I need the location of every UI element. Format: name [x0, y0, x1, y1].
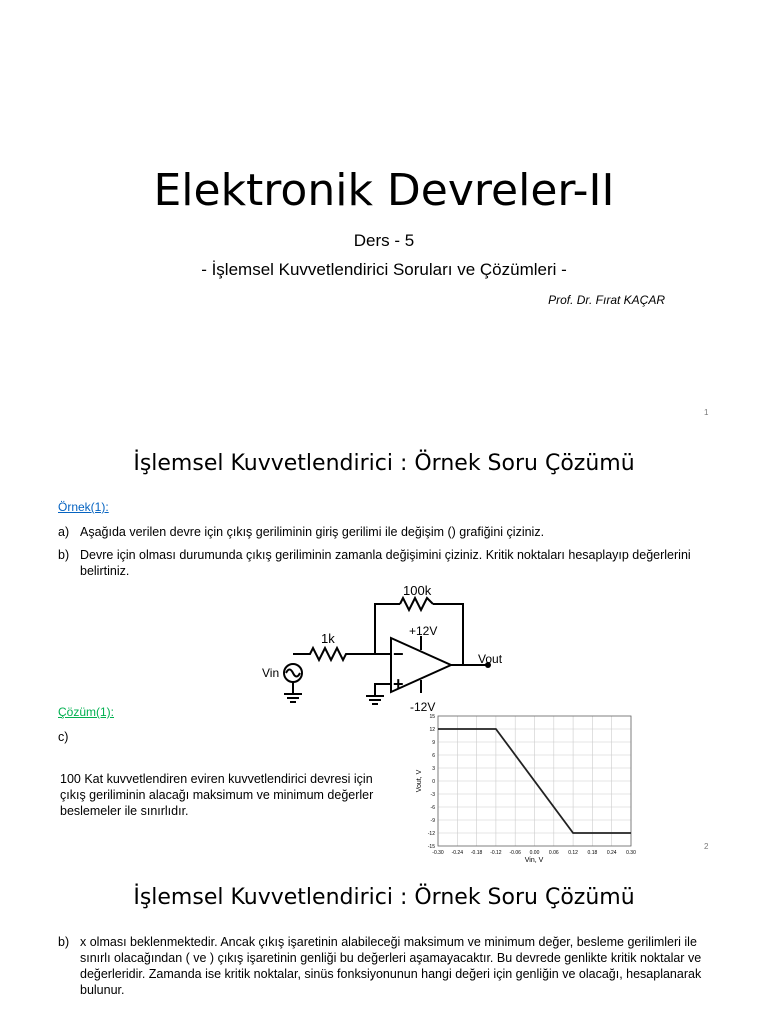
chart-y-tick-label: -12: [427, 831, 435, 837]
chart-x-tick-label: 0.24: [606, 850, 617, 856]
inverting-input-sign: −: [393, 644, 404, 664]
page-number-1: 1: [704, 408, 709, 417]
chart-x-tick-label: -0.06: [509, 850, 521, 856]
slide1-title: Elektronik Devreler-II: [153, 165, 615, 216]
item-label: b): [58, 935, 70, 949]
vin-label: Vin: [262, 666, 280, 680]
item-label: a): [58, 525, 70, 539]
opamp-circuit-diagram: [255, 580, 515, 712]
chart-y-tick-label: 9: [432, 740, 435, 746]
slide3-title: İşlemsel Kuvvetlendirici : Örnek Soru Çözümü: [133, 885, 635, 910]
chart-x-tick-label: 0.12: [568, 850, 578, 856]
chart-y-tick-label: -15: [427, 844, 435, 850]
feedback-resistor-label: 100k: [403, 583, 432, 598]
chart-y-axis-label: Vout, V: [416, 769, 423, 793]
chart-x-tick-label: -0.30: [432, 850, 444, 856]
part-c-label: c): [58, 730, 69, 744]
solution-item-b: [58, 934, 718, 998]
question-item-a: [58, 524, 718, 540]
chart-x-tick-label: 0.06: [548, 850, 559, 856]
chart-x-tick-label: 0.18: [587, 850, 598, 856]
chart-y-tick-label: -6: [430, 805, 435, 811]
positive-supply-label: +12V: [409, 624, 438, 638]
lesson-number: Ders - 5: [353, 231, 415, 250]
question-item-b: [58, 547, 718, 579]
chart-y-tick-label: -3: [430, 792, 435, 798]
solution-link[interactable]: Çözüm(1):: [58, 705, 115, 719]
chart-y-tick-label: 15: [429, 714, 435, 720]
chart-x-tick-label: 0.00: [529, 850, 540, 856]
chart-x-tick-label: 0.30: [626, 850, 636, 856]
transfer-characteristic-chart: [413, 710, 638, 866]
slide2-title: İşlemsel Kuvvetlendirici : Örnek Soru Çözümü: [133, 451, 635, 476]
chart-x-tick-label: -0.18: [470, 850, 483, 856]
item-text: Devre için olması durumunda çıkış geriliminin zamanla değişimini çiziniz. Kritik noktaları hesaplayıp değerlerini belirtiniz.: [80, 548, 691, 578]
chart-y-tick-label: 0: [432, 779, 435, 785]
chart-y-tick-label: 6: [432, 753, 435, 759]
example-link[interactable]: Örnek(1):: [58, 500, 109, 514]
solution-explanation: 100 Kat kuvvetlendiren eviren kuvvetlendirici devresi için çıkış geriliminin alacağı maksimum ve minimum değerler beslemeler ile sınırlıdır.: [60, 772, 374, 818]
item-text: x olması beklenmektedir. Ancak çıkış işaretinin alabileceği maksimum ve minimum değer, besleme gerilimleri ile sınırlı olacağından ( ve ) çıkış işaretinin genliği bu değerleri aşamayacaktır. Bu devrede genlikte kritik noktalar ve değerleridir. Zamanda ise kritik noktalar, sinüs fonksiyonunun hangi değeri için genliğin ve olacağı, hesaplanarak bulunur.: [80, 935, 702, 997]
item-text: Aşağıda verilen devre için çıkış geriliminin giriş gerilimi ile değişim () grafiğini çiziniz.: [80, 525, 545, 539]
negative-supply-label: -12V: [410, 700, 436, 712]
noninverting-input-sign: +: [393, 674, 404, 694]
chart-y-tick-label: -9: [430, 818, 435, 824]
slide1-subtitle: - İşlemsel Kuvvetlendirici Soruları ve Çözümleri -: [201, 260, 567, 279]
item-label: b): [58, 548, 70, 562]
chart-x-axis-label: Vin, V: [524, 857, 544, 864]
chart-x-tick-label: -0.24: [451, 850, 464, 856]
page-number-2: 2: [704, 842, 709, 851]
author-name: Prof. Dr. Fırat KAÇAR: [548, 293, 665, 307]
chart-x-tick-label: -0.12: [490, 850, 502, 856]
input-resistor-label: 1k: [321, 631, 335, 646]
chart-y-tick-label: 12: [429, 727, 435, 733]
vout-label: Vout: [478, 652, 503, 666]
chart-y-tick-label: 3: [432, 766, 435, 772]
